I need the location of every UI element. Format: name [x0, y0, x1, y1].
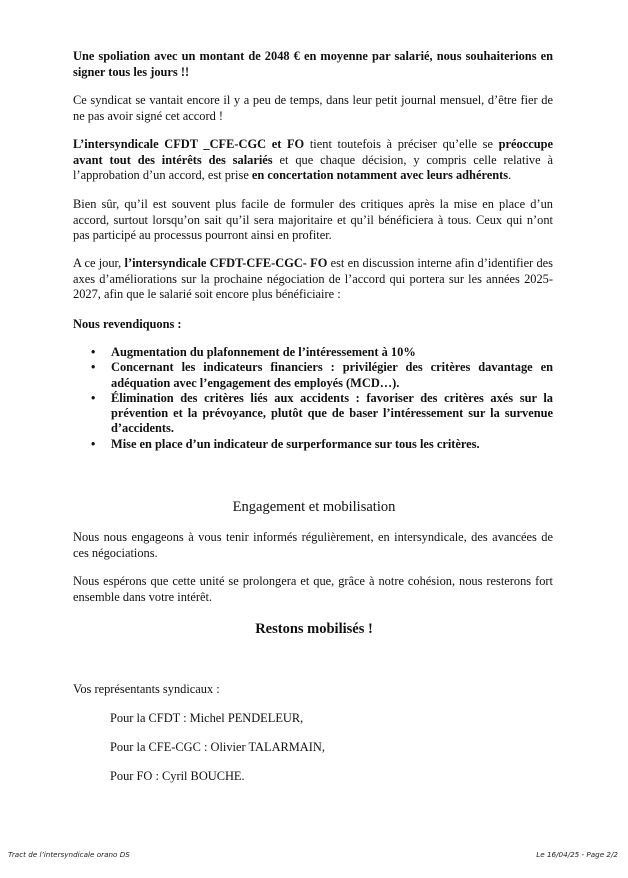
- text-segment: tient toutefois à préciser qu’elle se: [304, 137, 499, 151]
- emphasis-interests: préoccupe avant tout des intérêts des salariés: [73, 137, 553, 167]
- section-title: Engagement et mobilisation: [232, 499, 396, 515]
- list-item: [91, 345, 553, 360]
- footer-right: Le 16/04/25 - Page 2/2: [536, 850, 618, 859]
- paragraph-spoliation: [73, 49, 553, 80]
- claims-list: [91, 345, 553, 452]
- paragraph-commitment: Nous nous engageons à vous tenir informés régulièrement, en intersyndicale, des avancées de ces négociations.: [73, 530, 553, 560]
- text-segment: est en discussion interne afin d’identifier des axes d’améliorations sur la prochaine négociation de l’accord qui portera sur les années 2025-2027, afin que le salarié soit encore plus bénéficiaire :: [73, 256, 553, 301]
- emphasis-concertation: en concertation notamment avec leurs adhérents: [251, 168, 509, 182]
- intersyndicale-name: l’intersyndicale CFDT-CFE-CGC- FO: [124, 256, 328, 270]
- bullet-icon: •: [91, 345, 96, 359]
- rep-cfdt: Pour la CFDT : Michel PENDELEUR,: [110, 711, 304, 725]
- paragraph-criticism: Bien sûr, qu’il est souvent plus facile de formuler des critiques après la mise en place d’un accord, surtout lorsqu’on sait qu’il sera majoritaire et qu’il bénéficiera à tous. Ceux qui n’ont pas participé au processus pourront ainsi en profiter.: [73, 197, 553, 242]
- claims-title: Nous revendiquons :: [73, 317, 182, 331]
- rep-cfe-cgc: Pour la CFE-CGC : Olivier TALARMAIN,: [110, 740, 325, 754]
- slogan: Restons mobilisés !: [255, 621, 373, 637]
- bullet-icon: •: [91, 436, 96, 451]
- claim-text: Concernant les indicateurs financiers : privilégier des critères davantage en adéquation avec l’engagement des employés (MCD…).: [111, 360, 553, 390]
- claim-text: Élimination des critères liés aux accidents : favoriser des critères axés sur la prévention et la prévoyance, plutôt que de baser l’intéressement sur la survenue d’accidents.: [111, 390, 553, 436]
- text-segment: .: [508, 168, 512, 182]
- spoliation-text: Une spoliation avec un montant de 2048 € en moyenne par salarié, nous souhaiterions en signer tous les jours !!: [73, 49, 553, 79]
- claim-text: Mise en place d’un indicateur de surperformance sur tous les critères.: [111, 436, 480, 451]
- paragraph-unity: Nous espérons que cette unité se prolongera et que, grâce à notre cohésion, nous resterons fort ensemble dans votre intérêt.: [73, 574, 553, 604]
- intersyndicale-name: L’intersyndicale CFDT _CFE-CGC et FO: [73, 137, 305, 151]
- list-item: [91, 391, 553, 437]
- footer-left: Tract de l’intersyndicale orano DS: [8, 850, 130, 859]
- paragraph-negotiation: [73, 256, 553, 303]
- claim-text: Augmentation du plafonnement de l’intéressement à 10%: [111, 345, 416, 359]
- paragraph-intersyndicale-position: [73, 137, 553, 184]
- text-segment: et que chaque décision, y compris celle relative à l’approbation d’un accord, est prise: [73, 152, 553, 182]
- bullet-icon: •: [91, 390, 96, 405]
- paragraph-syndicate-boast: Ce syndicat se vantait encore il y a peu de temps, dans leur petit journal mensuel, d’être fier de ne pas avoir signé cet accord !: [73, 93, 553, 123]
- text-segment: A ce jour,: [73, 256, 125, 270]
- rep-fo: Pour FO : Cyril BOUCHE.: [110, 769, 245, 783]
- list-item: [91, 437, 553, 452]
- bullet-icon: •: [91, 360, 96, 375]
- list-item: [91, 360, 553, 391]
- reps-intro: Vos représentants syndicaux :: [73, 682, 220, 696]
